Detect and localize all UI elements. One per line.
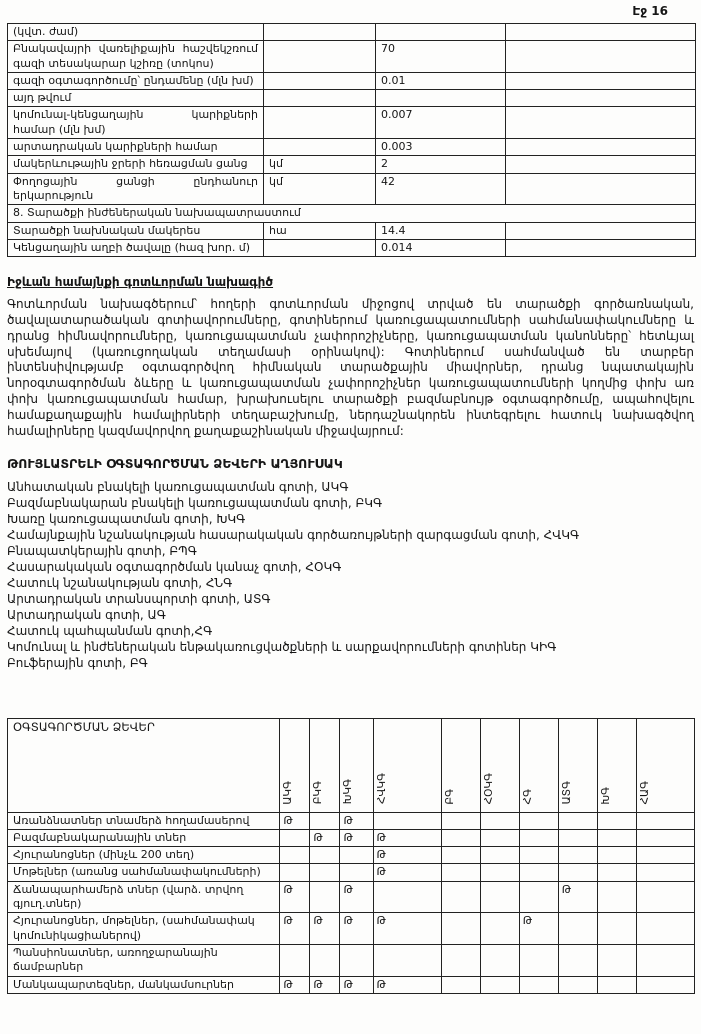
- permitted-mark-cell: Թ: [558, 881, 597, 913]
- empty-cell: [597, 976, 636, 993]
- usage-column-header: [636, 718, 694, 812]
- usage-row: [8, 847, 695, 864]
- empty-cell: [441, 976, 480, 993]
- empty-cell: [441, 913, 480, 945]
- empty-cell: [558, 913, 597, 945]
- table-cell: [506, 139, 696, 156]
- table-cell: 42: [376, 173, 506, 205]
- zone-list-item: Հասարակական օգտագործման կանաչ գոտի, ՀՕԿԳ: [7, 560, 342, 574]
- zone-list-item: Համայնքային նշանակության հասարակական գործառույթների զարգացման գոտի, ՀՎԿԳ: [7, 527, 580, 542]
- table-cell: [264, 41, 376, 73]
- zone-list-item: Կոմունալ և ինժեներական ենթակառուցվածքների և սարքավորումների գոտիներ ԿԻԳ: [7, 640, 557, 655]
- table-cell: [506, 239, 696, 256]
- empty-cell: [480, 913, 519, 945]
- empty-cell: [480, 847, 519, 864]
- empty-cell: [519, 829, 558, 846]
- usage-column-label: ԱԿԳ: [282, 780, 295, 805]
- table-cell: [506, 41, 696, 73]
- table-cell: կմ: [264, 173, 376, 205]
- empty-cell: [519, 847, 558, 864]
- table-cell: 0.003: [376, 139, 506, 156]
- table-row: [8, 156, 696, 173]
- table-cell: 70: [376, 41, 506, 73]
- empty-cell: [558, 976, 597, 993]
- empty-cell: [340, 944, 373, 976]
- permitted-mark-cell: Թ: [310, 976, 340, 993]
- zone-list-item: Արտադրական տրանսպորտի գոտի, ԱՏԳ: [7, 592, 271, 607]
- usage-row: [8, 944, 695, 976]
- page-number: Էջ 16: [632, 4, 668, 18]
- table-cell: [506, 173, 696, 205]
- empty-cell: [519, 812, 558, 829]
- usage-column-label: ՀՕԿԳ: [482, 772, 495, 805]
- usage-column-header: [373, 718, 441, 812]
- usage-row-label: Մոթելներ (առանց սահմանափակումների): [8, 864, 280, 881]
- empty-cell: [636, 847, 694, 864]
- empty-cell: [597, 913, 636, 945]
- usage-row-label: Հյուրանոցներ (մինչև 200 տեղ): [8, 847, 280, 864]
- empty-cell: [597, 881, 636, 913]
- usage-column-label: ԽԿԳ: [342, 778, 355, 805]
- table-cell: [376, 24, 506, 41]
- table-row: [8, 107, 696, 139]
- table-cell: [506, 156, 696, 173]
- empty-cell: [441, 829, 480, 846]
- empty-cell: [441, 944, 480, 976]
- table-cell: 0.007: [376, 107, 506, 139]
- permitted-mark-cell: Թ: [280, 913, 310, 945]
- usage-column-header: [310, 718, 340, 812]
- table-row: [8, 72, 696, 89]
- usage-column-label: ՀԳ: [521, 788, 534, 805]
- empty-cell: [340, 864, 373, 881]
- zone-list-item: Բուֆերային գոտի, ԲԳ: [7, 656, 148, 671]
- empty-cell: [280, 864, 310, 881]
- permitted-mark-cell: Թ: [310, 913, 340, 945]
- table-cell: կմ: [264, 156, 376, 173]
- empty-cell: [480, 829, 519, 846]
- empty-cell: [373, 881, 441, 913]
- permitted-mark-cell: Թ: [519, 913, 558, 945]
- empty-cell: [310, 944, 340, 976]
- table-cell: Կենցաղային աղբի ծավալը (հազ խոր. մ): [8, 239, 264, 256]
- permitted-mark-cell: Թ: [340, 913, 373, 945]
- permitted-mark-cell: Թ: [310, 829, 340, 846]
- usage-row: [8, 864, 695, 881]
- usage-row: [8, 812, 695, 829]
- empty-cell: [310, 864, 340, 881]
- table-cell: հա: [264, 222, 376, 239]
- table-cell: 0.01: [376, 72, 506, 89]
- table-cell: [264, 139, 376, 156]
- empty-cell: [558, 864, 597, 881]
- empty-cell: [480, 812, 519, 829]
- permitted-mark-cell: Թ: [373, 864, 441, 881]
- table-cell: 2: [376, 156, 506, 173]
- table-row: [8, 173, 696, 205]
- usage-row: [8, 881, 695, 913]
- empty-cell: [373, 944, 441, 976]
- usage-row-label: Մանկապարտեզներ, մանկամսուրներ: [8, 976, 280, 993]
- empty-cell: [480, 864, 519, 881]
- empty-cell: [558, 944, 597, 976]
- usage-row-label: Ճանապարհամերձ տներ (վարձ. տրվող գյուղ.տներ): [8, 881, 280, 913]
- usage-column-header: [480, 718, 519, 812]
- permitted-use-matrix: [7, 718, 695, 994]
- permitted-mark-cell: Թ: [373, 829, 441, 846]
- permitted-mark-cell: Թ: [280, 812, 310, 829]
- zone-list-item: Արտադրական գոտի, ԱԳ: [7, 608, 166, 623]
- zone-list-item: Անհատական բնակելի կառուցապատման գոտի, ԱԿԳ: [7, 479, 349, 494]
- zone-list-item: Բազմաբնակարան բնակելի կառուցապատման գոտի, ԲԿԳ: [7, 495, 383, 510]
- permitted-mark-cell: Թ: [340, 829, 373, 846]
- table-cell: (կվտ. ժամ): [8, 24, 264, 41]
- table-cell: [264, 107, 376, 139]
- usage-column-label: ՀՎԿԳ: [375, 773, 388, 805]
- usage-row-label: Բազմաբնակարանային տներ: [8, 829, 280, 846]
- table-cell: Փողոցային ցանցի ընդհանուր երկարություն: [8, 173, 264, 205]
- permitted-mark-cell: Թ: [280, 881, 310, 913]
- table-cell: [264, 72, 376, 89]
- empty-cell: [310, 812, 340, 829]
- empty-cell: [519, 864, 558, 881]
- permitted-mark-cell: Թ: [280, 976, 310, 993]
- empty-cell: [480, 881, 519, 913]
- empty-cell: [441, 812, 480, 829]
- usage-column-header: [519, 718, 558, 812]
- table-row: [8, 205, 696, 222]
- usage-row: [8, 913, 695, 945]
- table-row: [8, 239, 696, 256]
- permitted-mark-cell: Թ: [340, 812, 373, 829]
- empty-cell: [310, 881, 340, 913]
- usage-column-label: ԽԳ: [599, 786, 612, 805]
- table-cell: [506, 222, 696, 239]
- usage-corner-label: ՕԳՏԱԳՈՐԾՄԱՆ ՁԵՎԵՐ: [8, 718, 280, 812]
- empty-cell: [636, 881, 694, 913]
- table-cell: գազի օգտագործումը՝ ընդամենը (մլն խմ): [8, 72, 264, 89]
- table-cell: [264, 90, 376, 107]
- usage-column-label: ՀԱԳ: [638, 780, 651, 805]
- table-row: [8, 222, 696, 239]
- usage-column-header: [441, 718, 480, 812]
- empty-cell: [597, 812, 636, 829]
- permitted-mark-cell: Թ: [373, 913, 441, 945]
- empty-cell: [597, 847, 636, 864]
- empty-cell: [441, 864, 480, 881]
- table-cell: կոմունալ-կենցաղային կարիքների համար (մլն խմ): [8, 107, 264, 139]
- table-cell: [376, 90, 506, 107]
- empty-cell: [519, 976, 558, 993]
- usage-column-header: [558, 718, 597, 812]
- empty-cell: [558, 847, 597, 864]
- empty-cell: [441, 847, 480, 864]
- table-cell: [506, 24, 696, 41]
- usage-row-label: Առանձնատներ տնամերձ հողամասերով: [8, 812, 280, 829]
- empty-cell: [636, 913, 694, 945]
- usage-column-label: ԲԿԳ: [312, 780, 325, 805]
- empty-cell: [597, 864, 636, 881]
- empty-cell: [636, 864, 694, 881]
- permitted-mark-cell: Թ: [340, 881, 373, 913]
- empty-cell: [373, 812, 441, 829]
- empty-cell: [558, 829, 597, 846]
- zone-list-item: Հատուկ պահպանման գոտի,ՀԳ: [7, 624, 213, 639]
- zoning-description-paragraph: Գոտևորման նախագծերում՝ հողերի գոտևորման միջոցով տրված են տարածքի գործառնական, ծավալատարածական գոտիավորումները, գոտիներում կառուցապատումների սահմանափակումները և դրանց հիմնավորումները, կառուցապատման չափորոշիչները, կառուցապատման կանոնները՝ հետևյալ սխեմայով (կառուցողական տեղամասի օրինակով): Գոտիներում սահմանված են տարբեր ինտենսիվությամբ օգտագործվող հիմնական տարածքային միավորներ, դրանց նպատակային նորօգտագործման ձևերը և կառուցապատման չափորոշիչներ կառուցապատումների կողմից փոխ առ փոխ կառուցապատման համար, խրախուսելու տարածքի բազմաբնույթ օգտագործումը, ապահովելու համաքաղաքային համալիրների տեղաբաշխումը, ներդաշնակորեն ինտեգրելու հատուկ նախագծվող համալիրները կազմավորվող քաղաքաշինական միջավայրում:: [7, 297, 694, 438]
- empty-cell: [310, 847, 340, 864]
- usage-column-label: ԲԳ: [443, 788, 456, 805]
- zone-list-item: Խառը կառուցապատման գոտի, ԽԿԳ: [7, 511, 246, 526]
- usage-row: [8, 976, 695, 993]
- usage-column-header: [280, 718, 310, 812]
- table-cell: [264, 239, 376, 256]
- table-cell: այդ թվում: [8, 90, 264, 107]
- table-cell: Բնակավայրի վառելիքային հաշվեկշռում գազի տեսակարար կշիռը (տոկոս): [8, 41, 264, 73]
- empty-cell: [280, 847, 310, 864]
- table-row: [8, 24, 696, 41]
- usage-row-label: Պանսիոնատներ, առողջարանային ճամբարներ: [8, 944, 280, 976]
- table-cell: Տարածքի նախնական մակերես: [8, 222, 264, 239]
- empty-cell: [480, 944, 519, 976]
- usage-row-label: Հյուրանոցներ, մոթելներ, (սահմանափակ կոմունիկացիաներով): [8, 913, 280, 945]
- empty-cell: [636, 812, 694, 829]
- empty-cell: [519, 944, 558, 976]
- usage-row: [8, 829, 695, 846]
- permitted-mark-cell: Թ: [340, 976, 373, 993]
- empty-cell: [636, 829, 694, 846]
- empty-cell: [280, 829, 310, 846]
- empty-cell: [558, 812, 597, 829]
- table-cell: 0.014: [376, 239, 506, 256]
- table-cell: [506, 107, 696, 139]
- infrastructure-indicators-table: [7, 23, 696, 257]
- table-cell: [506, 90, 696, 107]
- section-header-cell: 8. Տարածքի ինժեներական նախապատրաստում: [8, 205, 696, 222]
- zone-list-item: Հատուկ նշանակության գոտի, ՀՆԳ: [7, 576, 233, 591]
- table-row: [8, 139, 696, 156]
- empty-cell: [280, 944, 310, 976]
- empty-cell: [597, 829, 636, 846]
- permitted-mark-cell: Թ: [373, 976, 441, 993]
- permitted-mark-cell: Թ: [373, 847, 441, 864]
- empty-cell: [480, 976, 519, 993]
- permitted-use-table-heading: ԹՈՒՅԼԱՏՐԵԼԻ ՕԳՏԱԳՈՐԾՄԱՆ ՁԵՎԵՐԻ ԱՂՅՈՒՍԱԿ: [7, 455, 343, 471]
- usage-header-row: [8, 718, 695, 812]
- table-row: [8, 41, 696, 73]
- empty-cell: [636, 976, 694, 993]
- usage-column-header: [597, 718, 636, 812]
- empty-cell: [636, 944, 694, 976]
- empty-cell: [597, 944, 636, 976]
- table-row: [8, 90, 696, 107]
- table-cell: [506, 72, 696, 89]
- usage-column-header: [340, 718, 373, 812]
- zoning-project-heading: Իջևան համայնքի գոտևորման նախագիծ: [7, 275, 274, 290]
- zone-abbreviations-list: [7, 479, 694, 672]
- table-cell: [264, 24, 376, 41]
- empty-cell: [441, 881, 480, 913]
- empty-cell: [519, 881, 558, 913]
- table-cell: 14.4: [376, 222, 506, 239]
- table-cell: մակերևութային ջրերի հեռացման ցանց: [8, 156, 264, 173]
- zone-list-item: Բնապատկերային գոտի, ԲՊԳ: [7, 543, 197, 558]
- table-cell: արտադրական կարիքների համար: [8, 139, 264, 156]
- usage-column-label: ԱՏԳ: [560, 780, 573, 805]
- empty-cell: [340, 847, 373, 864]
